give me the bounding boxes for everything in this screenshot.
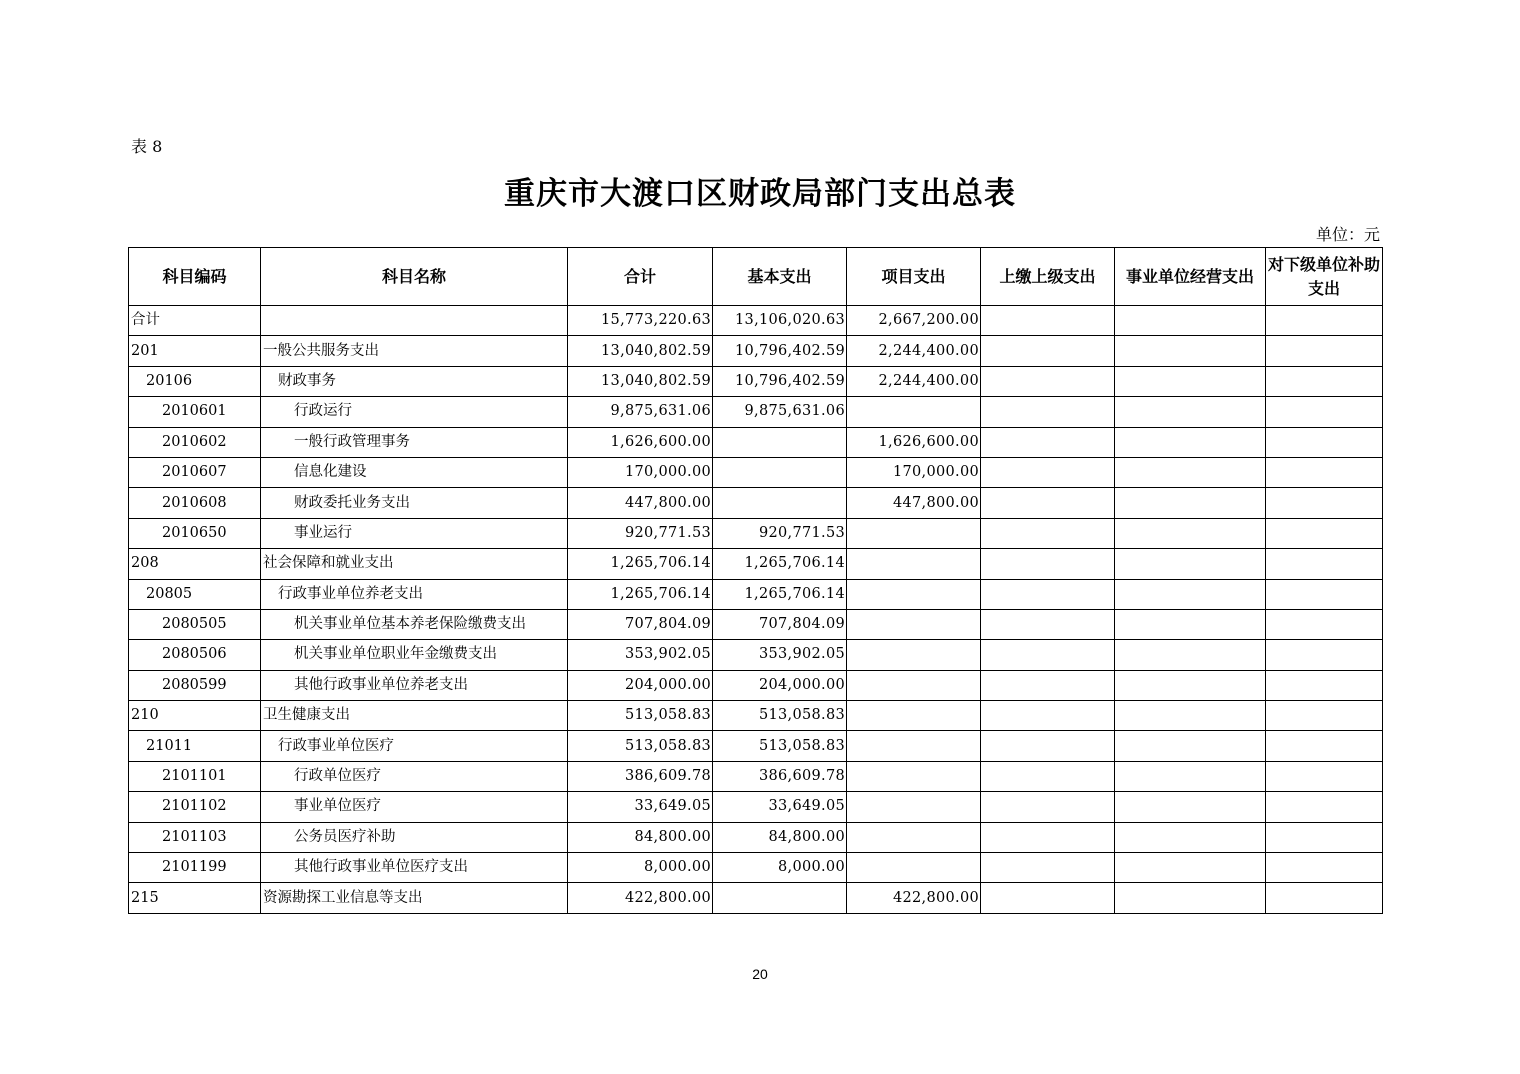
cell-code: 210 [129,701,261,731]
cell-code: 2010601 [129,397,261,427]
cell-code: 2101101 [129,761,261,791]
cell-project [847,701,981,731]
cell-total: 513,058.83 [568,731,713,761]
table-row [129,701,1383,731]
cell-project [847,670,981,700]
table-row [129,883,1383,913]
table-header [129,248,1383,306]
cell-total: 353,902.05 [568,640,713,670]
cell-basic: 1,265,706.14 [713,579,847,609]
cell-upper [981,457,1115,487]
table-row [129,427,1383,457]
cell-name: 行政事业单位养老支出 [261,579,568,609]
cell-project: 422,800.00 [847,883,981,913]
cell-subsidy [1266,761,1383,791]
cell-total: 9,875,631.06 [568,397,713,427]
cell-business [1115,518,1266,548]
header-basic: 基本支出 [713,248,847,306]
cell-business [1115,366,1266,396]
cell-upper [981,822,1115,852]
cell-upper [981,306,1115,336]
cell-basic: 84,800.00 [713,822,847,852]
cell-name: 财政委托业务支出 [261,488,568,518]
cell-basic: 10,796,402.59 [713,336,847,366]
cell-total: 1,265,706.14 [568,579,713,609]
table-row [129,518,1383,548]
cell-business [1115,306,1266,336]
cell-subsidy [1266,792,1383,822]
cell-business [1115,336,1266,366]
cell-code: 2101199 [129,853,261,883]
cell-total: 84,800.00 [568,822,713,852]
cell-project [847,549,981,579]
cell-business [1115,397,1266,427]
page-title: 重庆市大渡口区财政局部门支出总表 [504,176,1016,212]
table-body [129,306,1383,914]
cell-code: 201 [129,336,261,366]
table-row [129,488,1383,518]
cell-upper [981,731,1115,761]
table-row [129,306,1383,336]
cell-project [847,609,981,639]
cell-project: 447,800.00 [847,488,981,518]
expenditure-table [128,247,1383,914]
cell-subsidy [1266,518,1383,548]
cell-name: 资源勘探工业信息等支出 [261,883,568,913]
cell-project: 2,667,200.00 [847,306,981,336]
cell-project [847,761,981,791]
cell-upper [981,397,1115,427]
cell-total: 170,000.00 [568,457,713,487]
cell-subsidy [1266,457,1383,487]
cell-upper [981,792,1115,822]
table-row [129,336,1383,366]
cell-name [261,306,568,336]
cell-business [1115,670,1266,700]
cell-code: 2010602 [129,427,261,457]
header-business: 事业单位经营支出 [1115,248,1266,306]
unit-label: 单位：元 [1315,225,1380,244]
cell-basic: 707,804.09 [713,609,847,639]
header-upper: 上缴上级支出 [981,248,1115,306]
cell-upper [981,336,1115,366]
cell-name: 其他行政事业单位养老支出 [261,670,568,700]
cell-name: 社会保障和就业支出 [261,549,568,579]
cell-subsidy [1266,336,1383,366]
cell-project [847,853,981,883]
header-name: 科目名称 [261,248,568,306]
cell-basic: 13,106,020.63 [713,306,847,336]
table-row [129,670,1383,700]
cell-basic: 353,902.05 [713,640,847,670]
cell-project: 2,244,400.00 [847,366,981,396]
cell-total: 1,626,600.00 [568,427,713,457]
cell-basic: 10,796,402.59 [713,366,847,396]
cell-name: 机关事业单位职业年金缴费支出 [261,640,568,670]
cell-name: 一般行政管理事务 [261,427,568,457]
table-label: 表 8 [131,137,163,156]
table-row [129,609,1383,639]
cell-business [1115,488,1266,518]
cell-upper [981,609,1115,639]
table-row [129,579,1383,609]
cell-total: 33,649.05 [568,792,713,822]
cell-subsidy [1266,731,1383,761]
cell-total: 447,800.00 [568,488,713,518]
cell-business [1115,822,1266,852]
cell-business [1115,731,1266,761]
cell-basic: 513,058.83 [713,701,847,731]
cell-business [1115,883,1266,913]
cell-subsidy [1266,701,1383,731]
cell-total: 386,609.78 [568,761,713,791]
cell-total: 8,000.00 [568,853,713,883]
cell-subsidy [1266,883,1383,913]
cell-basic: 33,649.05 [713,792,847,822]
cell-code: 2101102 [129,792,261,822]
cell-business [1115,761,1266,791]
cell-upper [981,427,1115,457]
cell-total: 13,040,802.59 [568,366,713,396]
cell-business [1115,792,1266,822]
cell-upper [981,853,1115,883]
cell-subsidy [1266,397,1383,427]
table-row [129,640,1383,670]
cell-basic [713,883,847,913]
cell-upper [981,883,1115,913]
cell-subsidy [1266,640,1383,670]
cell-upper [981,640,1115,670]
page-number: 20 [752,966,768,982]
cell-name: 事业运行 [261,518,568,548]
cell-name: 卫生健康支出 [261,701,568,731]
cell-total: 204,000.00 [568,670,713,700]
cell-name: 信息化建设 [261,457,568,487]
cell-code: 2080599 [129,670,261,700]
cell-project [847,640,981,670]
cell-upper [981,701,1115,731]
cell-business [1115,701,1266,731]
cell-total: 15,773,220.63 [568,306,713,336]
cell-subsidy [1266,427,1383,457]
cell-name: 行政事业单位医疗 [261,731,568,761]
cell-basic: 1,265,706.14 [713,549,847,579]
cell-business [1115,549,1266,579]
cell-code: 2080505 [129,609,261,639]
cell-business [1115,609,1266,639]
cell-code: 215 [129,883,261,913]
cell-project [847,731,981,761]
table-row [129,822,1383,852]
cell-subsidy [1266,822,1383,852]
cell-name: 其他行政事业单位医疗支出 [261,853,568,883]
cell-basic [713,488,847,518]
cell-name: 事业单位医疗 [261,792,568,822]
cell-basic: 9,875,631.06 [713,397,847,427]
cell-project [847,397,981,427]
cell-project: 2,244,400.00 [847,336,981,366]
cell-code: 2010650 [129,518,261,548]
cell-subsidy [1266,549,1383,579]
cell-basic: 386,609.78 [713,761,847,791]
cell-basic: 513,058.83 [713,731,847,761]
table-row [129,731,1383,761]
cell-basic: 8,000.00 [713,853,847,883]
header-project: 项目支出 [847,248,981,306]
header-code: 科目编码 [129,248,261,306]
table-row [129,761,1383,791]
cell-name: 财政事务 [261,366,568,396]
cell-subsidy [1266,579,1383,609]
cell-upper [981,670,1115,700]
cell-project [847,518,981,548]
cell-project [847,822,981,852]
cell-upper [981,579,1115,609]
cell-basic [713,457,847,487]
cell-upper [981,366,1115,396]
cell-subsidy [1266,306,1383,336]
cell-project [847,792,981,822]
cell-total: 1,265,706.14 [568,549,713,579]
cell-basic: 920,771.53 [713,518,847,548]
table-row [129,366,1383,396]
cell-subsidy [1266,670,1383,700]
header-row [129,248,1383,306]
header-subsidy: 对下级单位补助支出 [1266,248,1383,306]
cell-upper [981,761,1115,791]
cell-business [1115,427,1266,457]
cell-code: 20805 [129,579,261,609]
cell-code: 208 [129,549,261,579]
cell-code: 2101103 [129,822,261,852]
cell-subsidy [1266,366,1383,396]
cell-code: 21011 [129,731,261,761]
table-row [129,549,1383,579]
cell-upper [981,518,1115,548]
table-row [129,457,1383,487]
cell-upper [981,488,1115,518]
cell-code: 2010607 [129,457,261,487]
cell-business [1115,579,1266,609]
table-row [129,853,1383,883]
cell-code: 合计 [129,306,261,336]
header-total: 合计 [568,248,713,306]
cell-basic: 204,000.00 [713,670,847,700]
cell-business [1115,640,1266,670]
cell-project: 170,000.00 [847,457,981,487]
cell-basic [713,427,847,457]
cell-business [1115,853,1266,883]
cell-project: 1,626,600.00 [847,427,981,457]
cell-business [1115,457,1266,487]
cell-total: 707,804.09 [568,609,713,639]
cell-total: 13,040,802.59 [568,336,713,366]
cell-upper [981,549,1115,579]
cell-total: 513,058.83 [568,701,713,731]
cell-name: 公务员医疗补助 [261,822,568,852]
cell-subsidy [1266,609,1383,639]
cell-subsidy [1266,853,1383,883]
table-row [129,397,1383,427]
cell-code: 20106 [129,366,261,396]
table-row [129,792,1383,822]
cell-code: 2010608 [129,488,261,518]
cell-total: 920,771.53 [568,518,713,548]
cell-name: 行政运行 [261,397,568,427]
cell-project [847,579,981,609]
cell-name: 机关事业单位基本养老保险缴费支出 [261,609,568,639]
cell-total: 422,800.00 [568,883,713,913]
cell-subsidy [1266,488,1383,518]
cell-name: 一般公共服务支出 [261,336,568,366]
cell-code: 2080506 [129,640,261,670]
cell-name: 行政单位医疗 [261,761,568,791]
